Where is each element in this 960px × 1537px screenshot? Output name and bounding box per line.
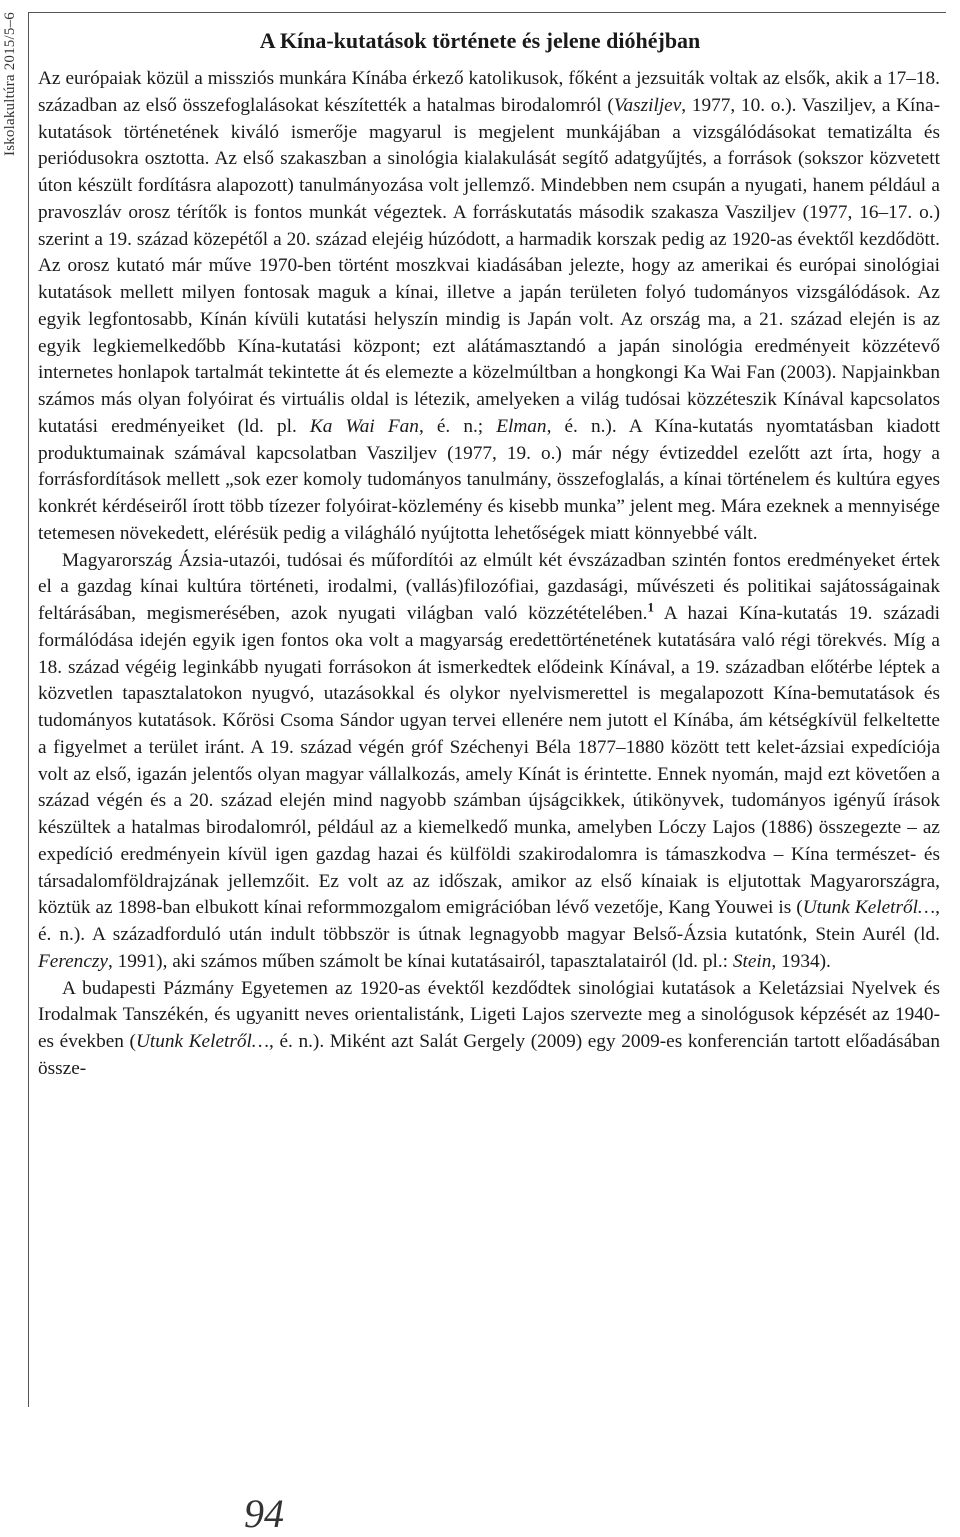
text-run: , é. n.; xyxy=(418,415,497,437)
citation-author: Elman xyxy=(496,415,547,437)
text-run: A hazai Kína-kutatás 19. századi formálódása idején egyik igen fontos oka volt a magyarság eredettörténetének kutatására való régi törekvés. Míg a 18. század végéig leginkább nyugati forrásokon át ismerkedtek elődeink Kínával, a 19. században előtérbe léptek a közvetlen tapasztalatokon nyugvó, utazásokkal és olykor nyelvismerettel is megalapozott Kína-bemutatások és tudományos kutatások. Kőrösi Csoma Sándor ugyan tervei ellenére nem jutott el Kínába, ám kétségkívül felkeltette a figyelmet a terület iránt. A 19. század végén gróf Széchenyi Béla 1877–1880 között tett kelet-ázsiai expedíciója volt az első, igazán jelentős olyan magyar vállalkozás, amely Kínát is érintette. Ennek nyomán, majd ezt követően a század végén és a 20. század elején mind nagyobb számban újságcikkek, útikönyvek, tudományos igényű írások készültek a hatalmas birodalomról, például az a kiemelkedő munka, amelyben Lóczy Lajos (1886) összegezte – az expedíció eredményein kívül igen gazdag hazai és külföldi szakirodalomra is támaszkodva – Kína természet- és társadalomföldrajzának jellemzőit. Ez volt az az időszak, amikor az első kínaiak is eljutottak Magyarországra, köztük az 1898-ban elbukott kínai reformmozgalom emigrációban lévő vezetője, Kang Youwei is ( xyxy=(38,603,940,919)
paragraph-1 xyxy=(38,66,940,548)
text-run: , 1934). xyxy=(771,950,831,972)
text-run: , é. n.). A századforduló után indult többször is útnak legnagyobb magyar Belső-Ázsia kutatónk, Stein Aurél (ld. xyxy=(38,897,940,945)
paragraph-2 xyxy=(38,548,940,976)
paragraph-3 xyxy=(38,976,940,1083)
footnote-marker: 1 xyxy=(647,599,654,615)
text-run: Magyarország Ázsia-utazói, tudósai és műfordítói az elmúlt két évszázadban szintén fontos eredményeket értek el a gazdag kínai kultúra történeti, irodalmi, (vallás)filozófiai, gazdasági, művészeti és politikai sajátosságainak feltárásában, megismerésében, azok nyugati világban való közzétételében. xyxy=(38,549,940,624)
citation-author: Vasziljev xyxy=(613,94,682,116)
citation-author: Utunk Keletről… xyxy=(135,1031,270,1052)
citation-author: Ferenczy xyxy=(38,950,108,972)
text-run: , 1977, 10. o.). Vasziljev, a Kína-kutatások történetének kiváló ismerője magyarul is megjelent munkájában a vizsgálódásokat tematizálta és periódusokra osztotta. Az első szakaszban a sinológia kialakulását segítő adatgyűjtés, a források (sokszor közvetett úton készült fordításra alapozott) tanulmányozása volt jellemző. Mindebben nem csupán a nyugati, hanem például a pravoszláv orosz térítők is fontos munkát végeztek. A forráskutatás második szakasza Vasziljev (1977, 16–17. o.) szerint a 19. század közepétől a 20. század elejéig húzódott, a harmadik korszak pedig az 1920-as évektől kezdődött. Az orosz kutató már műve 1970-ben történt moszkvai kiadásában jelezte, hogy az amerikai és európai sinológiai kutatások mellett milyen fontosak maguk a kínai, illetve a japán területen folyó tudományos vizsgálódások. Az egyik legfontosabb, Kínán kívüli kutatási helyszín mindig is Japán volt. Az ország ma, a 21. század elején is az egyik legkiemelkedőbb Kína-kutatási központ; ezt alátámasztandó a japán sinológia eredményeit közzétevő internetes honlapok tartalmát tekintette át és elemezte a közelmúltban a hongkongi Ka Wai Fan (2003). Napjainkban számos más olyan folyóirat és virtuális oldal is létezik, amelyeken a világ tudósai közzéteszik Kínával kapcsolatos kutatási eredményeiket (ld. pl. xyxy=(38,94,941,437)
text-run: Az európaiak közül a missziós munkára Kínába érkező katolikusok, főként a jezsuiták voltak az elsők, akik a 17–18. században az első összefoglalásokat készítették a hatalmas birodalomról ( xyxy=(38,68,940,116)
text-run: , é. n.). Miként azt Salát Gergely (2009) egy 2009-es konferencián tartott előadásában össze- xyxy=(38,1031,940,1079)
text-run: , é. n.). A Kína-kutatás nyomtatásban kiadott produktumainak számával kapcsolatban Vasziljev (1977, 19. o.) már négy évtizeddel ezelőtt azt írta, hogy a forrásfordítások mellett „sok ezer komoly tudományos tanulmány, összefoglalás, a kínai történelem és kultúra egyes konkrét kérdéseiről írott több tízezer folyóirat-közlemény és kisebb munka” jelent meg. Mára ezeknek a mennyisége tetemesen növekedett, elérésük pedig a világháló nyújtotta lehetőségek miatt könnyebbé vált. xyxy=(38,415,940,544)
citation-author: Ka Wai Fan xyxy=(309,415,419,437)
article-body xyxy=(38,66,940,1083)
page-number: 94 xyxy=(244,1491,284,1536)
journal-side-label: Iskolakultúra 2015/5–6 xyxy=(2,12,18,156)
text-run: , 1991), aki számos műben számolt be kínai kutatásairól, tapasztalatairól (ld. pl.: xyxy=(107,950,733,972)
citation-author: Stein xyxy=(732,950,772,972)
citation-author: Utunk Keletről… xyxy=(802,897,936,919)
header-rule xyxy=(28,12,946,13)
margin-rule xyxy=(28,12,29,1407)
article-title: A Kína-kutatások története és jelene dióhéjban xyxy=(259,28,701,53)
text-run: A budapesti Pázmány Egyetemen az 1920-as évektől kezdődtek sinológiai kutatások a Keletázsiai Nyelvek és Irodalmak Tanszékén, és ugyanitt neves orientalistánk, Ligeti Lajos szervezte meg a sinológusok képzését az 1940-es években ( xyxy=(38,977,940,1052)
